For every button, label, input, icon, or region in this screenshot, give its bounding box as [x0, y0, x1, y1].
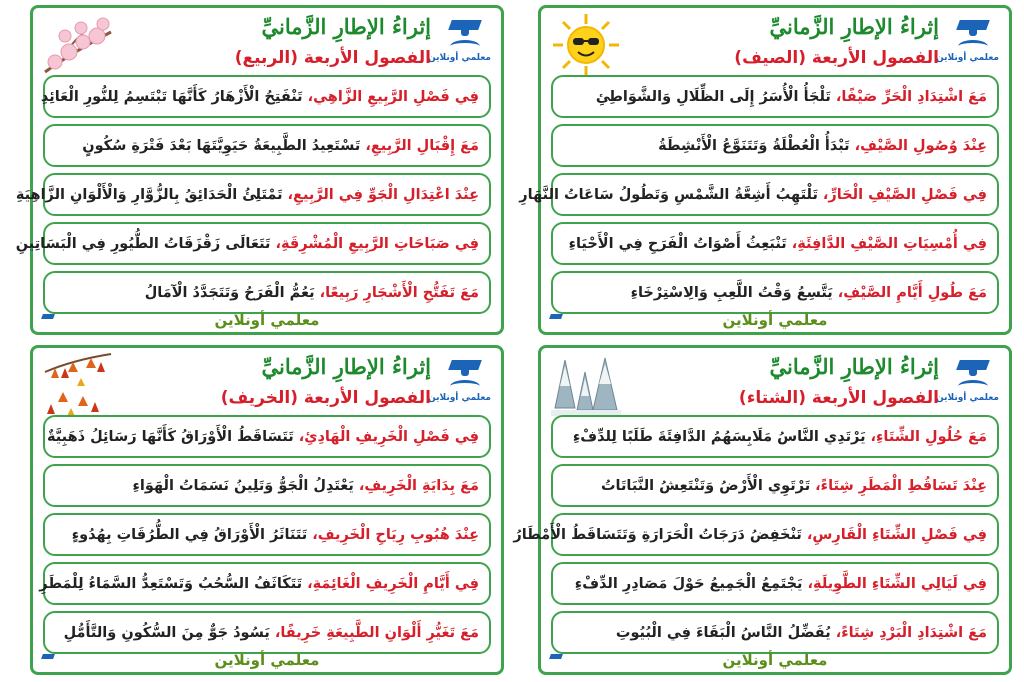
card-header	[541, 348, 1009, 420]
time-phrase: عِنْدَ وُصُولِ الصَّيْفِ،	[854, 137, 987, 154]
sentence-list	[39, 415, 491, 660]
sentence-rest: يَجْتَمِعُ الْجَمِيعُ حَوْلَ مَصَادِرِ الدِّفْءِ	[574, 575, 803, 592]
sentence-rest: تَتَعَالَى زَقْزَقَاتُ الطُّيُورِ فِي الْبَسَاتِينِ	[15, 235, 271, 252]
time-phrase: مَعَ اشْتِدَادِ الْحَرِّ صَيْفًا،	[835, 88, 987, 105]
sentence-rest: تَنْفَتِحُ الْأَزْهَارُ كَأَنَّهَا تَبْتَسِمُ لِلنُّورِ الْعَائِدِ	[40, 88, 303, 105]
sentence-rest: تَلْتَهِبُ أَشِعَّةُ الشَّمْسِ وَتَطُولُ سَاعَاتُ النَّهَارِ	[519, 186, 818, 203]
sentence-rest: يَسُودُ جَوٌّ مِنَ السُّكُونِ وَالتَّأَمُّلِ	[63, 624, 270, 641]
sun-with-sunglasses-icon	[551, 12, 621, 78]
time-phrase: مَعَ إِقْبَالِ الرَّبِيعِ،	[365, 137, 479, 154]
sentence-row	[15, 222, 491, 265]
sentence-row	[551, 611, 999, 654]
season-card-autumn	[30, 345, 504, 675]
time-phrase: فِي أَيَّامِ الْخَرِيفِ الْغَائِمَةِ،	[307, 575, 479, 592]
sentence-row	[43, 124, 491, 167]
sentence-row	[551, 464, 999, 507]
cherry-blossom-icon	[43, 12, 113, 78]
season-card-spring	[15, 5, 504, 335]
sentence-list	[519, 75, 999, 320]
card-footer: معلمي أونلاين	[214, 311, 320, 329]
book-icon	[958, 40, 988, 53]
sentence-row	[551, 124, 999, 167]
sentence-row	[15, 173, 491, 216]
sentence-rest: يَعُمُّ الْفَرَحُ وَتَتَجَدَّدُ الْآمَالُ	[144, 284, 315, 301]
time-phrase: مَعَ بِدَايَةِ الْخَرِيفِ،	[358, 477, 479, 494]
sentence-rest: تَرْتَوِي الْأَرْضُ وَتَنْتَعِشُ النَّبَاتَاتُ	[600, 477, 811, 494]
logo	[936, 358, 999, 412]
book-icon	[958, 380, 988, 393]
logo	[936, 18, 999, 72]
sentence-list	[15, 75, 491, 320]
card-title: إثراءُ الإطارِ الزَّمانيِّ	[261, 14, 431, 39]
card-footer: معلمي أونلاين	[214, 651, 320, 669]
sentence-row	[39, 562, 491, 605]
time-phrase: فِي أُمْسِيَاتِ الصَّيْفِ الدَّافِئَةِ،	[791, 235, 987, 252]
sentence-list	[513, 415, 999, 660]
graduation-cap-icon	[448, 18, 482, 38]
sentence-rest: تَنْبَعِثُ أَصْوَاتُ الْفَرَحِ فِي الْأَحْيَاءِ	[568, 235, 787, 252]
sentence-row	[551, 75, 999, 118]
logo	[428, 18, 491, 72]
autumn-leaves-icon	[43, 352, 113, 418]
time-phrase: فِي فَصْلِ الصَّيْفِ الْحَارِّ،	[822, 186, 987, 203]
season-card-winter	[513, 345, 1012, 675]
snowy-trees-icon	[551, 352, 621, 418]
time-phrase: فِي فَصْلِ الْخَرِيفِ الْهَادِئِ،	[298, 428, 479, 445]
sentence-rest: يُفَضِّلُ النَّاسُ الْبَقَاءَ فِي الْبُيُوتِ	[615, 624, 831, 641]
sentence-rest: يَعْتَدِلُ الْجَوُّ وَتَلِينُ نَسَمَاتُ الْهَوَاءِ	[132, 477, 354, 494]
graduation-cap-icon	[448, 358, 482, 378]
card-footer: معلمي أونلاين	[722, 311, 828, 329]
sentence-row	[551, 271, 999, 314]
time-phrase: مَعَ تَغَيُّرِ أَلْوَانِ الطَّبِيعَةِ خَرِيفًا،	[274, 624, 479, 641]
card-header	[33, 8, 501, 80]
sentence-rest: تَسْتَعِيدُ الطَّبِيعَةُ حَيَوِيَّتَهَا بَعْدَ فَتْرَةِ سُكُونٍ	[82, 137, 361, 154]
card-header	[541, 8, 1009, 80]
sentence-row	[43, 464, 491, 507]
logo-text: معلمي أونلاين	[936, 53, 999, 63]
time-phrase: مَعَ طُولِ أَيَّامِ الصَّيْفِ،	[837, 284, 987, 301]
card-subtitle: الفصول الأربعة (الربيع)	[234, 48, 431, 68]
card-subtitle: الفصول الأربعة (الشتاء)	[738, 388, 939, 408]
sentence-rest: تَمْتَلِئُ الْحَدَائِقُ بِالزُّوَّارِ وَالْأَلْوَانِ الزَّاهِيَةِ	[15, 186, 283, 203]
graduation-cap-icon	[956, 18, 990, 38]
time-phrase: عِنْدَ هُبُوبِ رِيَاحِ الْخَرِيفِ،	[312, 526, 479, 543]
sentence-rest: تَتَنَاثَرُ الْأَوْرَاقُ فِي الطُّرُقَاتِ بِهُدُوءٍ	[71, 526, 308, 543]
book-icon	[450, 40, 480, 53]
sentence-rest: تَنْخَفِضُ دَرَجَاتُ الْحَرَارَةِ وَتَتَسَاقَطُ الْأَمْطَارُ	[513, 526, 802, 543]
card-title: إثراءُ الإطارِ الزَّمانيِّ	[769, 354, 939, 379]
sentence-row	[43, 271, 491, 314]
card-title: إثراءُ الإطارِ الزَّمانيِّ	[769, 14, 939, 39]
time-phrase: عِنْدَ اعْتِدَالِ الْجَوِّ فِي الرَّبِيعِ،	[287, 186, 479, 203]
logo-text: معلمي أونلاين	[428, 53, 491, 63]
sentence-row	[43, 611, 491, 654]
time-phrase: مَعَ اشْتِدَادِ الْبَرْدِ شِتَاءً،	[835, 624, 987, 641]
book-icon	[450, 380, 480, 393]
sentence-rest: تَتَكَاثَفُ السُّحُبُ وَتَسْتَعِدُّ السَّمَاءُ لِلْمَطَرِ	[39, 575, 303, 592]
card-footer: معلمي أونلاين	[722, 651, 828, 669]
sentence-rest: تَلْجَأُ الْأُسَرُ إِلَى الظِّلَالِ وَالشَّوَاطِئِ	[595, 88, 831, 105]
sentence-rest: يَتَّسِعُ وَقْتُ اللَّعِبِ وَالِاسْتِرْخَاءِ	[630, 284, 833, 301]
season-card-summer	[519, 5, 1012, 335]
sentence-row	[519, 173, 999, 216]
logo	[428, 358, 491, 412]
time-phrase: فِي صَبَاحَاتِ الرَّبِيعِ الْمُشْرِقَةِ،	[275, 235, 479, 252]
sentence-rest: تَبْدَأُ الْعُطْلَةُ وَتَتَنَوَّعُ الْأَنْشِطَةُ	[658, 137, 850, 154]
sentence-row	[513, 513, 999, 556]
card-header	[33, 348, 501, 420]
sentence-rest: تَتَسَاقَطُ الْأَوْرَاقُ كَأَنَّهَا رَسَائِلُ ذَهَبِيَّةٌ	[46, 428, 294, 445]
sentence-row	[551, 222, 999, 265]
logo-text: معلمي أونلاين	[936, 393, 999, 403]
time-phrase: فِي فَصْلِ الشِّتَاءِ الْقَارِسِ،	[806, 526, 987, 543]
sentence-rest: يَرْتَدِي النَّاسُ مَلَابِسَهُمُ الدَّافِئَةَ طَلَبًا لِلدِّفْءِ	[572, 428, 866, 445]
time-phrase: فِي فَصْلِ الرَّبِيعِ الزَّاهِي،	[307, 88, 479, 105]
sentence-row	[551, 562, 999, 605]
sentence-row	[43, 415, 491, 458]
card-subtitle: الفصول الأربعة (الخريف)	[220, 388, 431, 408]
logo-text: معلمي أونلاين	[428, 393, 491, 403]
card-title: إثراءُ الإطارِ الزَّمانيِّ	[261, 354, 431, 379]
sentence-row	[551, 415, 999, 458]
time-phrase: مَعَ حُلُولِ الشِّتَاءِ،	[870, 428, 987, 445]
graduation-cap-icon	[956, 358, 990, 378]
card-subtitle: الفصول الأربعة (الصيف)	[734, 48, 939, 68]
sentence-row	[43, 513, 491, 556]
sentence-row	[40, 75, 491, 118]
time-phrase: مَعَ تَفَتُّحِ الْأَشْجَارِ رَبِيعًا،	[319, 284, 479, 301]
time-phrase: فِي لَيَالِي الشِّتَاءِ الطَّوِيلَةِ،	[807, 575, 987, 592]
time-phrase: عِنْدَ تَسَاقُطِ الْمَطَرِ شِتَاءً،	[815, 477, 987, 494]
